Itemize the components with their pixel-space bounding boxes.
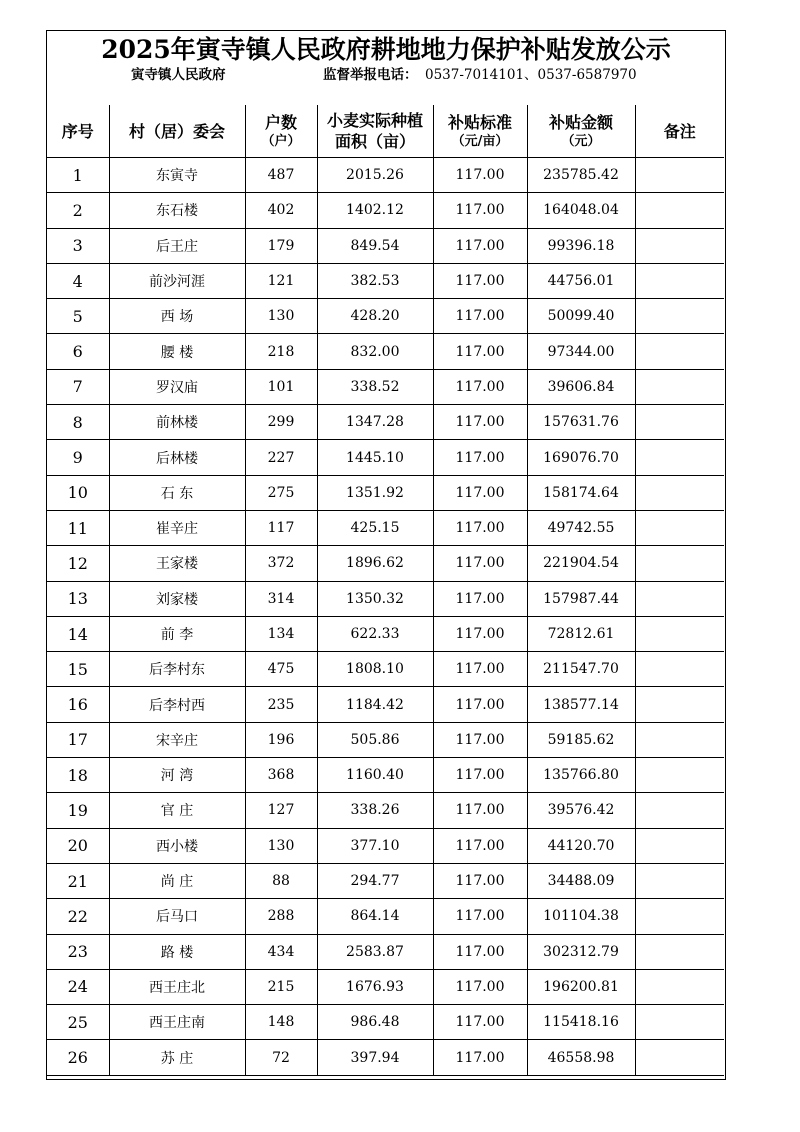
cell-remarks — [635, 793, 724, 828]
cell-village: 尚 庄 — [109, 863, 245, 898]
cell-index: 7 — [47, 369, 109, 404]
cell-index: 12 — [47, 546, 109, 581]
cell-area: 294.77 — [317, 863, 433, 898]
table-row — [47, 793, 724, 828]
table-row — [47, 440, 724, 475]
cell-households: 130 — [245, 299, 317, 334]
cell-households: 368 — [245, 758, 317, 793]
cell-remarks — [635, 546, 724, 581]
header-index-label: 序号 — [61, 121, 94, 141]
cell-index: 17 — [47, 722, 109, 757]
cell-village: 石 东 — [109, 475, 245, 510]
cell-amount: 39606.84 — [527, 369, 635, 404]
cell-village: 罗汉庙 — [109, 369, 245, 404]
cell-rate: 117.00 — [433, 687, 527, 722]
cell-village: 东石楼 — [109, 193, 245, 228]
table-row — [47, 722, 724, 757]
cell-area: 1347.28 — [317, 405, 433, 440]
cell-remarks — [635, 863, 724, 898]
cell-area: 1184.42 — [317, 687, 433, 722]
cell-households: 314 — [245, 581, 317, 616]
cell-rate: 117.00 — [433, 863, 527, 898]
table-row — [47, 405, 724, 440]
cell-remarks — [635, 263, 724, 298]
cell-rate: 117.00 — [433, 440, 527, 475]
cell-village: 宋辛庄 — [109, 722, 245, 757]
cell-area: 1808.10 — [317, 652, 433, 687]
cell-rate: 117.00 — [433, 652, 527, 687]
cell-area: 2015.26 — [317, 158, 433, 193]
cell-area: 425.15 — [317, 510, 433, 545]
cell-village: 后林楼 — [109, 440, 245, 475]
cell-area: 1351.92 — [317, 475, 433, 510]
cell-households: 117 — [245, 510, 317, 545]
cell-households: 487 — [245, 158, 317, 193]
cell-village: 路 楼 — [109, 934, 245, 969]
cell-households: 148 — [245, 1005, 317, 1040]
header-index — [47, 105, 109, 158]
cell-rate: 117.00 — [433, 722, 527, 757]
cell-remarks — [635, 158, 724, 193]
cell-area: 986.48 — [317, 1005, 433, 1040]
table-row — [47, 193, 724, 228]
cell-remarks — [635, 510, 724, 545]
cell-amount: 221904.54 — [527, 546, 635, 581]
cell-village: 西小楼 — [109, 828, 245, 863]
cell-amount: 157987.44 — [527, 581, 635, 616]
table-row — [47, 899, 724, 934]
cell-rate: 117.00 — [433, 616, 527, 651]
cell-area: 1402.12 — [317, 193, 433, 228]
cell-area: 864.14 — [317, 899, 433, 934]
header-row — [47, 105, 724, 158]
header-rate-unit: （元/亩） — [451, 134, 509, 149]
cell-households: 475 — [245, 652, 317, 687]
cell-rate: 117.00 — [433, 828, 527, 863]
cell-households: 235 — [245, 687, 317, 722]
cell-amount: 44756.01 — [527, 263, 635, 298]
cell-index: 20 — [47, 828, 109, 863]
cell-households: 127 — [245, 793, 317, 828]
header-rate-label: 补贴标准 — [447, 113, 512, 132]
cell-area: 397.94 — [317, 1040, 433, 1075]
cell-index: 22 — [47, 899, 109, 934]
cell-households: 130 — [245, 828, 317, 863]
cell-index: 1 — [47, 158, 109, 193]
cell-amount: 34488.09 — [527, 863, 635, 898]
table-row — [47, 1040, 724, 1075]
cell-rate: 117.00 — [433, 899, 527, 934]
cell-index: 3 — [47, 228, 109, 263]
notice-frame — [46, 30, 726, 1080]
cell-index: 23 — [47, 934, 109, 969]
cell-amount: 50099.40 — [527, 299, 635, 334]
cell-index: 21 — [47, 863, 109, 898]
table-row — [47, 863, 724, 898]
cell-amount: 97344.00 — [527, 334, 635, 369]
cell-rate: 117.00 — [433, 969, 527, 1004]
cell-amount: 115418.16 — [527, 1005, 635, 1040]
cell-remarks — [635, 475, 724, 510]
table-header — [47, 105, 724, 158]
cell-households: 101 — [245, 369, 317, 404]
table-row — [47, 758, 724, 793]
cell-area: 377.10 — [317, 828, 433, 863]
cell-area: 505.86 — [317, 722, 433, 757]
cell-index: 4 — [47, 263, 109, 298]
cell-amount: 99396.18 — [527, 228, 635, 263]
cell-households: 196 — [245, 722, 317, 757]
subsidy-table — [47, 105, 724, 1076]
cell-village: 河 湾 — [109, 758, 245, 793]
cell-households: 288 — [245, 899, 317, 934]
cell-amount: 72812.61 — [527, 616, 635, 651]
header-village — [109, 105, 245, 158]
cell-index: 13 — [47, 581, 109, 616]
header-households-label: 户数 — [264, 113, 297, 132]
cell-village: 东寅寺 — [109, 158, 245, 193]
cell-rate: 117.00 — [433, 1040, 527, 1075]
cell-households: 227 — [245, 440, 317, 475]
cell-index: 6 — [47, 334, 109, 369]
cell-village: 西 场 — [109, 299, 245, 334]
cell-village: 西王庄南 — [109, 1005, 245, 1040]
cell-amount: 164048.04 — [527, 193, 635, 228]
table-row — [47, 158, 724, 193]
header-amount — [527, 105, 635, 158]
cell-amount: 44120.70 — [527, 828, 635, 863]
cell-households: 215 — [245, 969, 317, 1004]
cell-area: 849.54 — [317, 228, 433, 263]
cell-remarks — [635, 193, 724, 228]
header-remarks — [635, 105, 724, 158]
cell-amount: 101104.38 — [527, 899, 635, 934]
cell-remarks — [635, 828, 724, 863]
cell-rate: 117.00 — [433, 793, 527, 828]
cell-amount: 169076.70 — [527, 440, 635, 475]
cell-amount: 59185.62 — [527, 722, 635, 757]
cell-index: 24 — [47, 969, 109, 1004]
cell-rate: 117.00 — [433, 193, 527, 228]
cell-village: 王家楼 — [109, 546, 245, 581]
cell-rate: 117.00 — [433, 228, 527, 263]
cell-amount: 158174.64 — [527, 475, 635, 510]
cell-rate: 117.00 — [433, 510, 527, 545]
cell-rate: 117.00 — [433, 263, 527, 298]
cell-village: 西王庄北 — [109, 969, 245, 1004]
cell-amount: 135766.80 — [527, 758, 635, 793]
header-amount-unit: （元） — [561, 134, 601, 149]
cell-remarks — [635, 405, 724, 440]
cell-amount: 211547.70 — [527, 652, 635, 687]
cell-remarks — [635, 722, 724, 757]
cell-remarks — [635, 652, 724, 687]
cell-area: 338.52 — [317, 369, 433, 404]
cell-rate: 117.00 — [433, 1005, 527, 1040]
table-row — [47, 263, 724, 298]
cell-area: 832.00 — [317, 334, 433, 369]
cell-index: 16 — [47, 687, 109, 722]
header-households-unit: （户） — [261, 134, 301, 149]
cell-index: 11 — [47, 510, 109, 545]
cell-village: 腰 楼 — [109, 334, 245, 369]
table-row — [47, 969, 724, 1004]
cell-rate: 117.00 — [433, 299, 527, 334]
table-row — [47, 334, 724, 369]
cell-households: 275 — [245, 475, 317, 510]
cell-index: 18 — [47, 758, 109, 793]
cell-index: 25 — [47, 1005, 109, 1040]
table-row — [47, 369, 724, 404]
header-amount-label: 补贴金额 — [548, 113, 613, 132]
header-area — [317, 105, 433, 158]
cell-rate: 117.00 — [433, 934, 527, 969]
cell-amount: 138577.14 — [527, 687, 635, 722]
cell-index: 2 — [47, 193, 109, 228]
table-row — [47, 934, 724, 969]
cell-amount: 46558.98 — [527, 1040, 635, 1075]
cell-households: 121 — [245, 263, 317, 298]
cell-rate: 117.00 — [433, 758, 527, 793]
cell-rate: 117.00 — [433, 475, 527, 510]
cell-index: 8 — [47, 405, 109, 440]
cell-village: 后李村西 — [109, 687, 245, 722]
header-area-label: 小麦实际种植 — [326, 111, 423, 130]
document-subline — [47, 63, 725, 83]
cell-area: 1350.32 — [317, 581, 433, 616]
cell-remarks — [635, 899, 724, 934]
issuing-organization: 寅寺镇人民政府 — [131, 67, 226, 83]
cell-rate: 117.00 — [433, 405, 527, 440]
table-row — [47, 228, 724, 263]
cell-village: 官 庄 — [109, 793, 245, 828]
cell-rate: 117.00 — [433, 158, 527, 193]
cell-remarks — [635, 1040, 724, 1075]
phone-label: 监督举报电话： — [323, 67, 418, 83]
cell-remarks — [635, 1005, 724, 1040]
cell-index: 26 — [47, 1040, 109, 1075]
cell-amount: 235785.42 — [527, 158, 635, 193]
cell-households: 218 — [245, 334, 317, 369]
table-row — [47, 652, 724, 687]
cell-area: 1445.10 — [317, 440, 433, 475]
cell-area: 1676.93 — [317, 969, 433, 1004]
cell-households: 372 — [245, 546, 317, 581]
cell-village: 苏 庄 — [109, 1040, 245, 1075]
document-title: 2025年寅寺镇人民政府耕地地力保护补贴发放公示 — [101, 35, 671, 64]
cell-area: 382.53 — [317, 263, 433, 298]
cell-households: 134 — [245, 616, 317, 651]
table-row — [47, 475, 724, 510]
cell-rate: 117.00 — [433, 581, 527, 616]
cell-households: 179 — [245, 228, 317, 263]
cell-village: 后马口 — [109, 899, 245, 934]
table-row — [47, 828, 724, 863]
cell-village: 后李村东 — [109, 652, 245, 687]
cell-remarks — [635, 581, 724, 616]
cell-area: 1160.40 — [317, 758, 433, 793]
cell-rate: 117.00 — [433, 334, 527, 369]
cell-village: 崔辛庄 — [109, 510, 245, 545]
table-row — [47, 616, 724, 651]
cell-village: 前沙河涯 — [109, 263, 245, 298]
table-row — [47, 581, 724, 616]
cell-households: 72 — [245, 1040, 317, 1075]
cell-remarks — [635, 934, 724, 969]
cell-index: 10 — [47, 475, 109, 510]
table-row — [47, 687, 724, 722]
cell-area: 2583.87 — [317, 934, 433, 969]
header-remarks-label: 备注 — [663, 121, 696, 141]
cell-area: 338.26 — [317, 793, 433, 828]
cell-village: 前林楼 — [109, 405, 245, 440]
cell-remarks — [635, 334, 724, 369]
cell-remarks — [635, 969, 724, 1004]
cell-index: 5 — [47, 299, 109, 334]
cell-area: 1896.62 — [317, 546, 433, 581]
phone-numbers: 0537-7014101、0537-6587970 — [425, 67, 637, 83]
cell-index: 14 — [47, 616, 109, 651]
table-row — [47, 1005, 724, 1040]
cell-index: 15 — [47, 652, 109, 687]
cell-village: 后王庄 — [109, 228, 245, 263]
header-households — [245, 105, 317, 158]
cell-amount: 302312.79 — [527, 934, 635, 969]
cell-households: 434 — [245, 934, 317, 969]
cell-households: 402 — [245, 193, 317, 228]
cell-village: 刘家楼 — [109, 581, 245, 616]
cell-index: 9 — [47, 440, 109, 475]
table-row — [47, 299, 724, 334]
cell-remarks — [635, 228, 724, 263]
table-row — [47, 546, 724, 581]
header-village-label: 村（居）委会 — [128, 121, 225, 141]
cell-remarks — [635, 758, 724, 793]
header-rate — [433, 105, 527, 158]
cell-village: 前 李 — [109, 616, 245, 651]
table-body — [47, 158, 724, 1076]
header-area-unit: 面积（亩） — [334, 132, 415, 151]
cell-remarks — [635, 687, 724, 722]
cell-amount: 49742.55 — [527, 510, 635, 545]
cell-amount: 39576.42 — [527, 793, 635, 828]
cell-households: 299 — [245, 405, 317, 440]
cell-remarks — [635, 440, 724, 475]
cell-rate: 117.00 — [433, 369, 527, 404]
cell-index: 19 — [47, 793, 109, 828]
table-row — [47, 510, 724, 545]
cell-remarks — [635, 616, 724, 651]
cell-area: 428.20 — [317, 299, 433, 334]
cell-amount: 157631.76 — [527, 405, 635, 440]
cell-remarks — [635, 299, 724, 334]
cell-rate: 117.00 — [433, 546, 527, 581]
cell-area: 622.33 — [317, 616, 433, 651]
cell-remarks — [635, 369, 724, 404]
cell-amount: 196200.81 — [527, 969, 635, 1004]
cell-households: 88 — [245, 863, 317, 898]
